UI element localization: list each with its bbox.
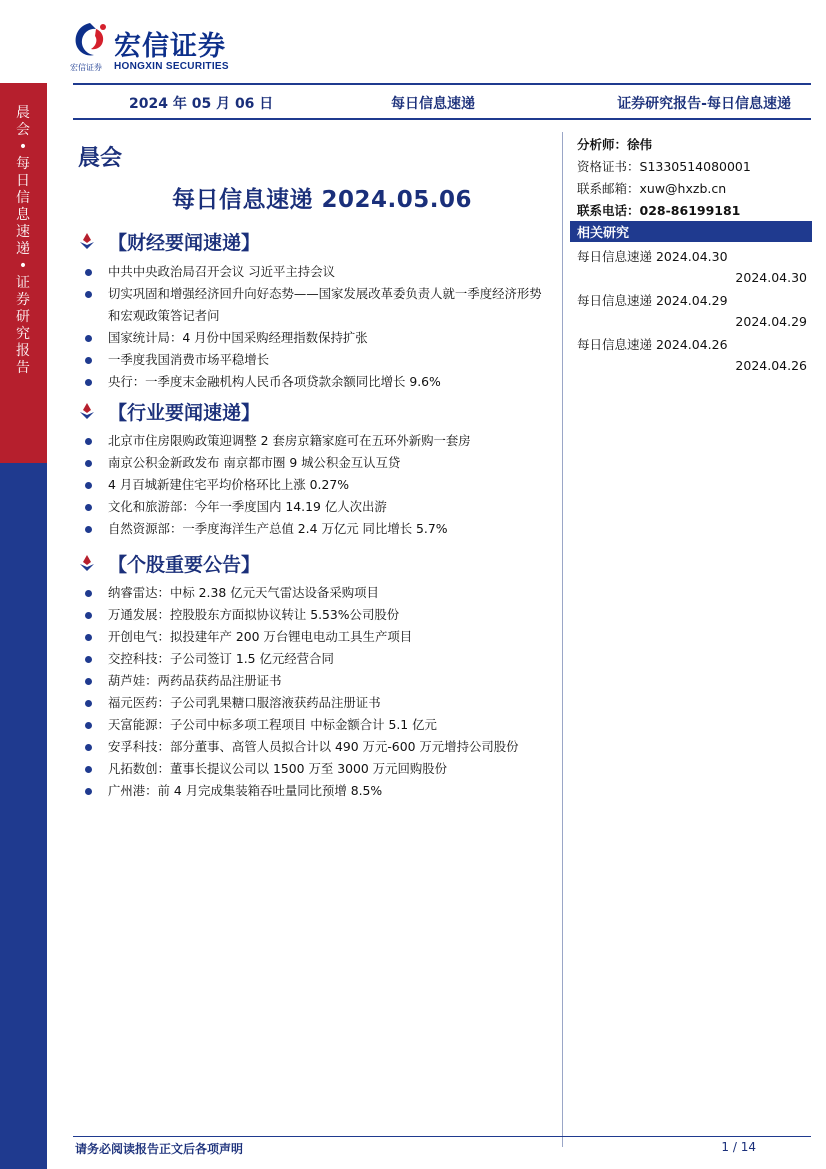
list-item-text: 交控科技：子公司签订 1.5 亿元经营合同 <box>108 651 334 666</box>
bullet-icon <box>85 788 92 795</box>
list-item-text: 国家统计局：4 月份中国采购经理指数保持扩张 <box>108 330 368 345</box>
bullet-icon <box>85 379 92 386</box>
sidebar-char: 告 <box>16 360 30 376</box>
bullet-icon <box>85 612 92 619</box>
related-item[interactable] <box>577 290 807 332</box>
sidebar-char: • <box>18 139 28 155</box>
list-item-text: 切实巩固和增强经济回升向好态势——国家发展改革委负责人就一季度经济形势和宏观政策答记者问 <box>108 286 542 323</box>
sidebar-char: 日 <box>16 173 30 189</box>
list-item-text: 万通发展：控股股东方面拟协议转让 5.53%公司股份 <box>108 607 400 622</box>
related-research-title: 相关研究 <box>577 226 630 241</box>
analyst-phone-label: 联系电话： <box>577 203 640 218</box>
bullet-icon <box>85 482 92 489</box>
brand-name-cn: 宏信证券 <box>114 31 226 62</box>
list-item <box>85 758 550 780</box>
sidebar <box>0 83 47 1169</box>
list-item <box>85 692 550 714</box>
list-item <box>85 349 550 371</box>
company-logo <box>70 20 270 76</box>
analyst-name-label: 分析师： <box>577 137 628 152</box>
analyst-email-row <box>577 178 813 200</box>
brand-name-en: HONGXIN SECURITIES <box>114 61 229 72</box>
list-item-text: 中共中央政治局召开会议 习近平主持会议 <box>108 264 335 279</box>
list-item-text: 南京公积金新政发布 南京都市圈 9 城公积金互认互贷 <box>108 455 401 470</box>
report-type: 晨会 <box>78 146 123 171</box>
section-diamond-icon <box>78 232 96 250</box>
list-item <box>85 714 550 736</box>
news-list <box>85 261 550 393</box>
related-item-date: 2024.04.30 <box>735 270 807 285</box>
list-item-text: 自然资源部：一季度海洋生产总值 2.4 万亿元 同比增长 5.7% <box>108 521 448 536</box>
list-item-text: 凡拓数创：董事长提议公司以 1500 万至 3000 万元回购股份 <box>108 761 448 776</box>
header-bar <box>73 83 811 120</box>
list-item <box>85 518 550 540</box>
related-research-header <box>570 221 812 242</box>
bullet-icon <box>85 438 92 445</box>
sidebar-char: 研 <box>16 309 30 325</box>
bullet-icon <box>85 766 92 773</box>
related-item-date: 2024.04.26 <box>735 358 807 373</box>
list-item <box>85 327 550 349</box>
sidebar-char: 递 <box>16 241 30 257</box>
report-date: 2024 年 05 月 06 日 <box>129 96 274 112</box>
list-item <box>85 626 550 648</box>
bullet-icon <box>85 357 92 364</box>
related-item-title: 每日信息速递 2024.04.26 <box>577 337 728 352</box>
section-title: 【行业要闻速递】 <box>108 402 261 424</box>
footer-disclaimer: 请务必阅读报告正文后各项声明 <box>75 1142 244 1156</box>
related-item-title: 每日信息速递 2024.04.29 <box>577 293 728 308</box>
analyst-cert: S1330514080001 <box>639 159 751 174</box>
list-item <box>85 371 550 393</box>
list-item-text: 北京市住房限购政策迎调整 2 套房京籍家庭可在五环外新购一套房 <box>108 433 471 448</box>
related-item[interactable] <box>577 334 807 376</box>
list-item-text: 广州港：前 4 月完成集装箱吞吐量同比预增 8.5% <box>108 783 383 798</box>
list-item-text: 安孚科技：部分董事、高管人员拟合计以 490 万元-600 万元增持公司股份 <box>108 739 519 754</box>
bullet-icon <box>85 291 92 298</box>
list-item <box>85 736 550 758</box>
analyst-email-label: 联系邮箱： <box>577 181 640 196</box>
analyst-phone-row <box>577 200 813 222</box>
list-item <box>85 496 550 518</box>
page-title: 每日信息速递 2024.05.06 <box>172 187 473 213</box>
news-list <box>85 430 550 540</box>
analyst-name-row <box>577 134 813 156</box>
news-list <box>85 582 550 802</box>
list-item <box>85 670 550 692</box>
list-item <box>85 261 550 283</box>
bullet-icon <box>85 634 92 641</box>
footer-divider <box>73 1136 811 1137</box>
bullet-icon <box>85 526 92 533</box>
list-item-text: 文化和旅游部：今年一季度国内 14.19 亿人次出游 <box>108 499 387 514</box>
sidebar-char: 息 <box>16 207 30 223</box>
list-item-text: 福元医药：子公司乳果糖口服溶液获药品注册证书 <box>108 695 381 710</box>
analyst-cert-label: 资格证书： <box>577 159 640 174</box>
list-item <box>85 604 550 626</box>
sidebar-vertical-text <box>11 105 35 377</box>
section-title: 【个股重要公告】 <box>108 554 261 576</box>
bullet-icon <box>85 335 92 342</box>
list-item <box>85 474 550 496</box>
bullet-icon <box>85 656 92 663</box>
bullet-icon <box>85 590 92 597</box>
report-category: 证券研究报告-每日信息速递 <box>617 96 791 112</box>
section-diamond-icon <box>78 402 96 420</box>
analyst-cert-row <box>577 156 813 178</box>
bullet-icon <box>85 504 92 511</box>
page-number: 1 / 14 <box>721 1140 756 1154</box>
column-divider <box>562 132 563 1147</box>
analyst-info <box>577 134 813 222</box>
analyst-name: 徐伟 <box>627 137 653 152</box>
list-item-text: 开创电气：拟投建年产 200 万台锂电电动工具生产项目 <box>108 629 413 644</box>
list-item-text: 葫芦娃：两药品获药品注册证书 <box>108 673 282 688</box>
list-item <box>85 648 550 670</box>
bullet-icon <box>85 678 92 685</box>
list-item-text: 天富能源：子公司中标多项工程项目 中标金额合计 5.1 亿元 <box>108 717 437 732</box>
related-research-list <box>577 246 807 378</box>
sidebar-char: 报 <box>16 343 30 359</box>
bullet-icon <box>85 460 92 467</box>
related-item-title: 每日信息速递 2024.04.30 <box>577 249 728 264</box>
related-item-date: 2024.04.29 <box>735 314 807 329</box>
list-item <box>85 283 550 327</box>
report-series: 每日信息速递 <box>391 96 475 112</box>
analyst-email[interactable]: xuw@hxzb.cn <box>639 181 727 196</box>
bullet-icon <box>85 269 92 276</box>
list-item <box>85 582 550 604</box>
sidebar-char: 速 <box>16 224 30 240</box>
sidebar-char: 每 <box>16 156 30 172</box>
sidebar-char: 究 <box>16 326 30 342</box>
sidebar-red-band <box>0 83 47 463</box>
sidebar-char: 证 <box>16 275 30 291</box>
bullet-icon <box>85 722 92 729</box>
list-item-text: 纳睿雷达：中标 2.38 亿元天气雷达设备采购项目 <box>108 585 379 600</box>
brand-sub-cn: 宏信证券 <box>70 63 102 72</box>
sidebar-char: 晨 <box>16 105 30 121</box>
list-item <box>85 452 550 474</box>
list-item <box>85 430 550 452</box>
logo-mark-icon <box>70 20 110 60</box>
list-item-text: 央行：一季度末金融机构人民币各项贷款余额同比增长 9.6% <box>108 374 441 389</box>
section-title: 【财经要闻速递】 <box>108 232 261 254</box>
bullet-icon <box>85 744 92 751</box>
sidebar-char: 券 <box>16 292 30 308</box>
sidebar-char: 信 <box>16 190 30 206</box>
list-item <box>85 780 550 802</box>
list-item-text: 一季度我国消费市场平稳增长 <box>108 352 270 367</box>
analyst-phone: 028-86199181 <box>639 203 741 218</box>
sidebar-char: • <box>18 258 28 274</box>
list-item-text: 4 月百城新建住宅平均价格环比上涨 0.27% <box>108 477 349 492</box>
related-item[interactable] <box>577 246 807 288</box>
sidebar-char: 会 <box>16 122 30 138</box>
section-diamond-icon <box>78 554 96 572</box>
bullet-icon <box>85 700 92 707</box>
